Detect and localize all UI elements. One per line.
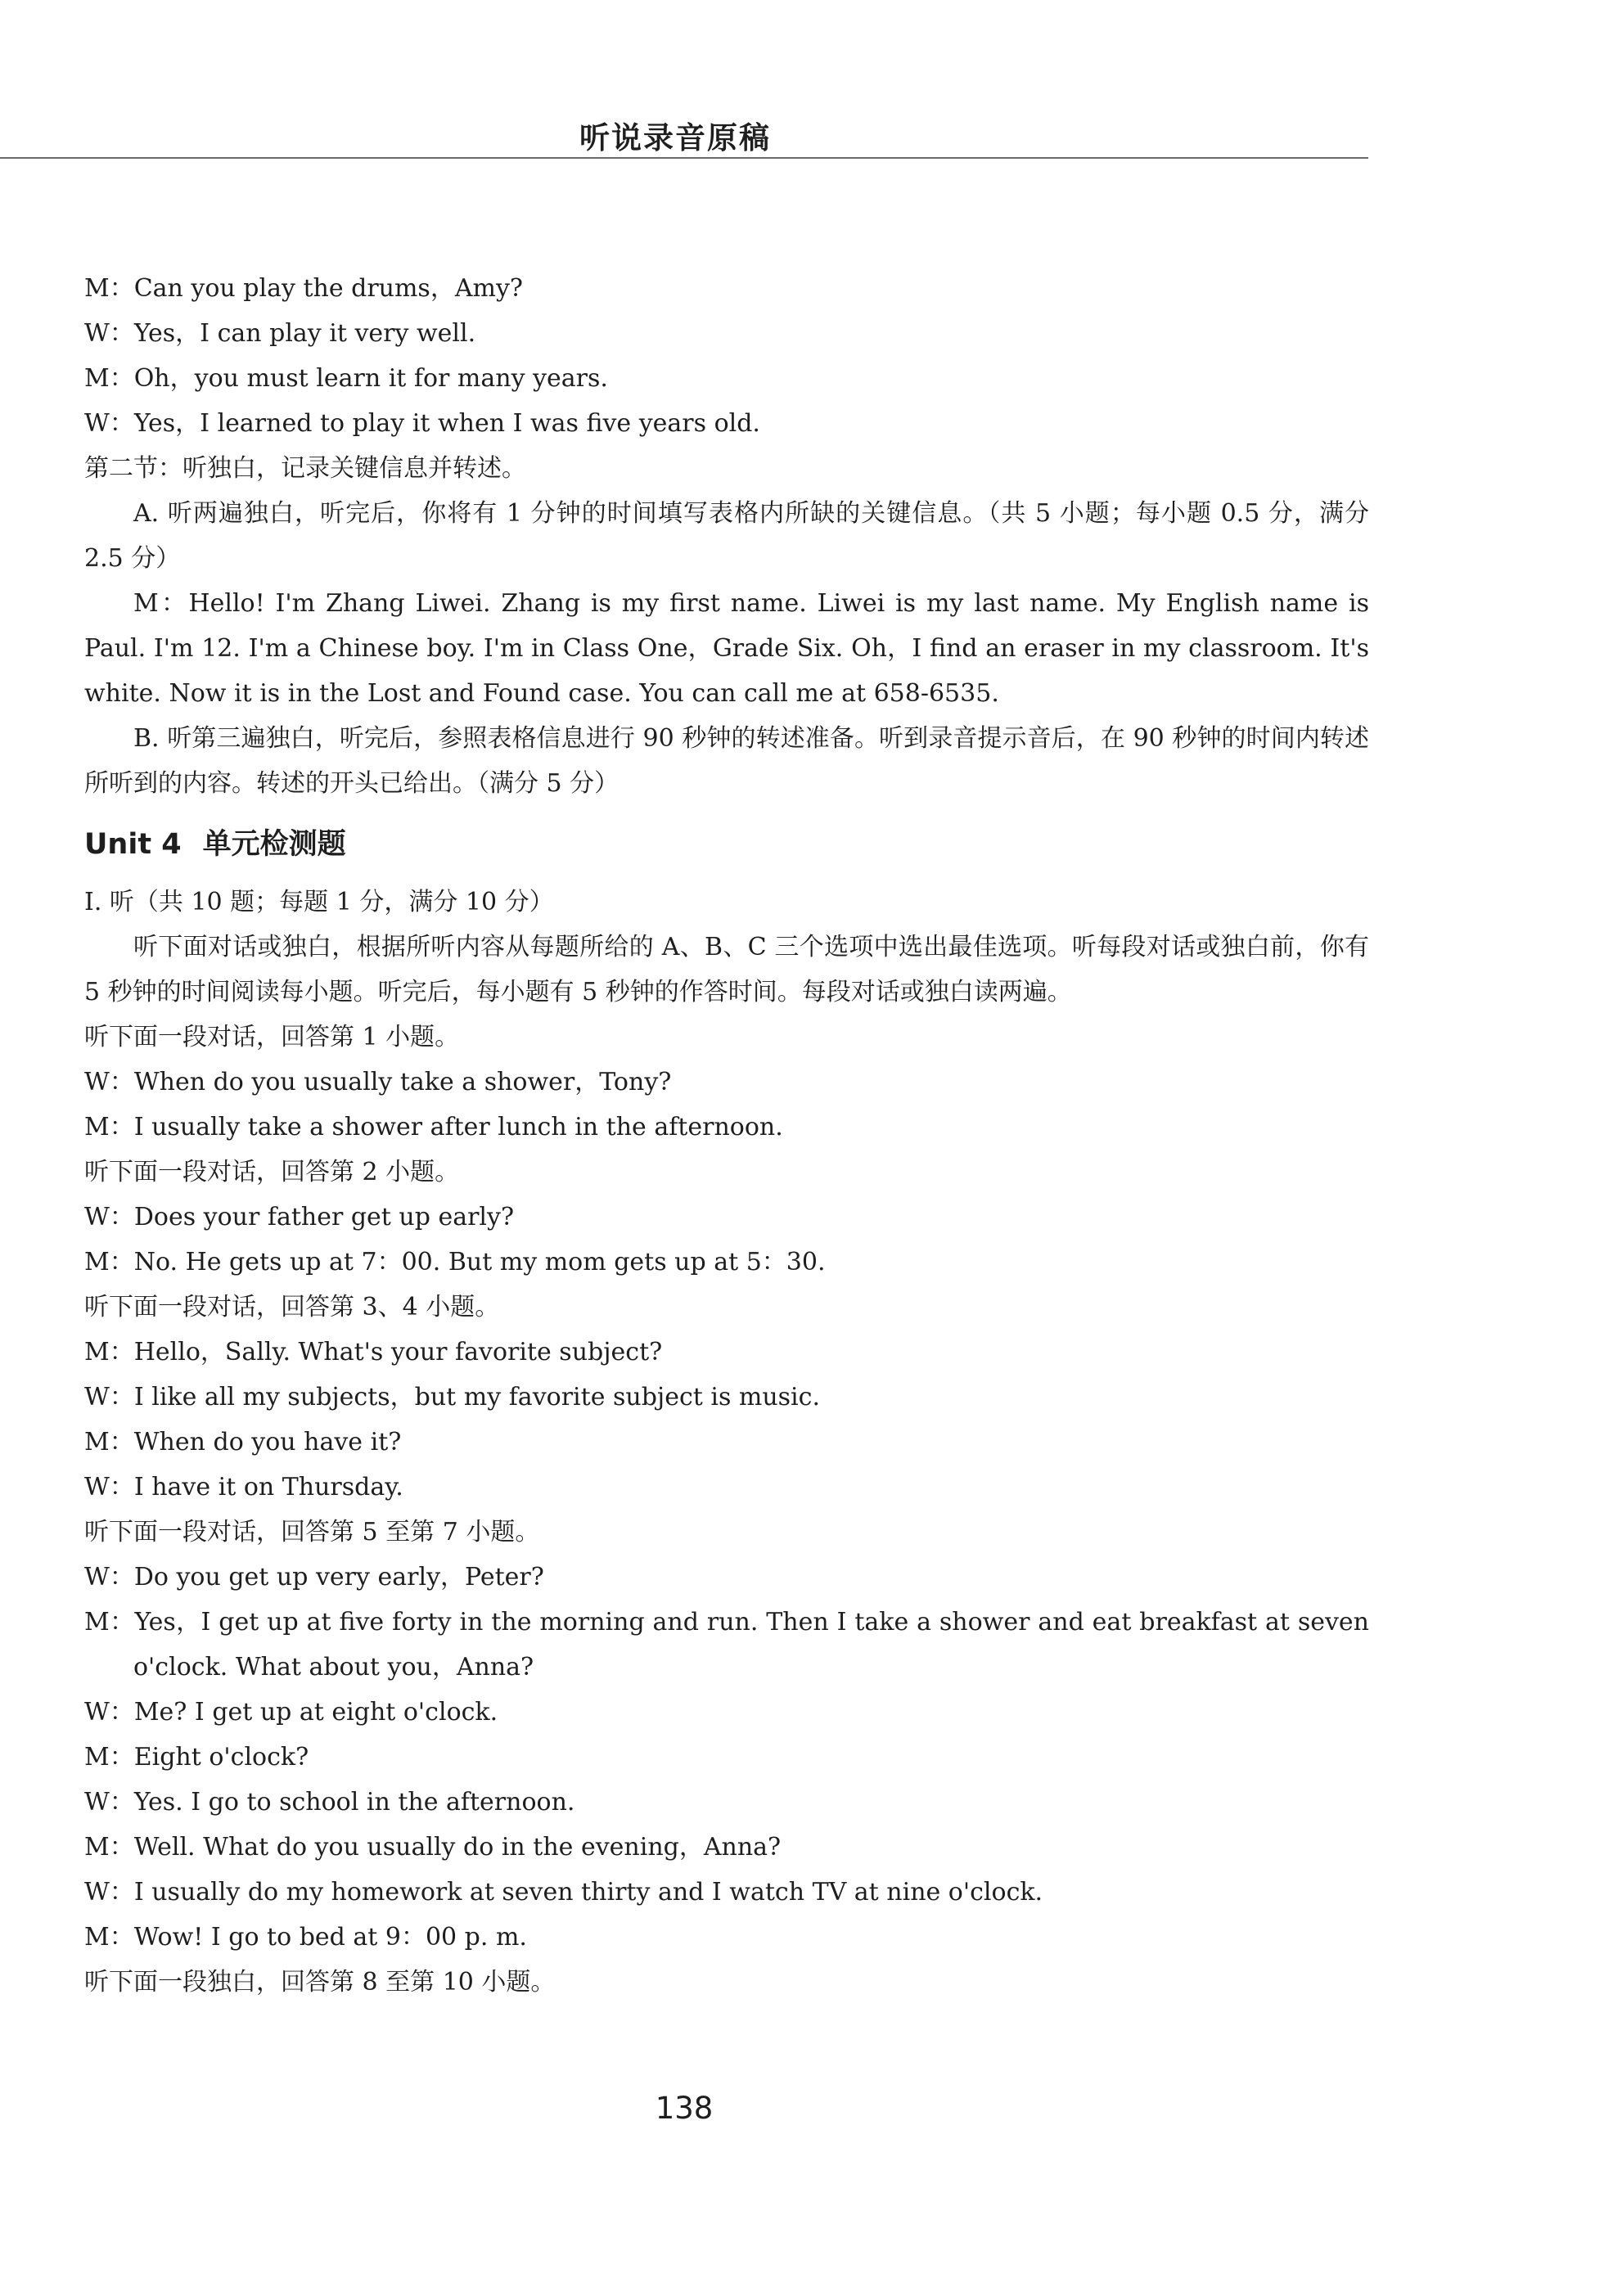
dialogue-line-long: M：Yes，I get up at five forty in the morning and run. Then I take a shower and eat breakfast at seven o'clock. What about you，Anna? <box>84 1608 1369 1681</box>
listening-instructions: 听下面对话或独白，根据所听内容从每题所给的 A、B、C 三个选项中选出最佳选项。听每段对话或独白前，你有 5 秒钟的时间阅读每小题。听完后，每小题有 5 秒钟的作答时间。每段对话或独白读两遍。 <box>84 933 1369 1006</box>
dialogue-line: M：No. He gets up at 7：00. But my mom gets up at 5：30. <box>84 1248 826 1276</box>
dialogue-line: W：When do you usually take a shower，Tony? <box>84 1068 672 1096</box>
unit-title: 单元检测题 <box>202 828 346 861</box>
dialogue-line: W：Does your father get up early? <box>84 1203 515 1231</box>
unit-heading <box>84 822 1369 867</box>
dialogue-line: M：Can you play the drums，Amy? <box>84 274 523 303</box>
dialogue-line: M：Wow! I go to bed at 9：00 p. m. <box>84 1923 527 1952</box>
question-prompt: 听下面一段对话，回答第 5 至第 7 小题。 <box>84 1518 540 1546</box>
unit-label: Unit 4 <box>84 828 182 861</box>
question-prompt: 听下面一段对话，回答第 1 小题。 <box>84 1023 460 1051</box>
dialogue-line: W：I have it on Thursday. <box>84 1473 403 1501</box>
question-prompt: 听下面一段对话，回答第 3、4 小题。 <box>84 1293 500 1321</box>
monologue-text: M：Hello! I'm Zhang Liwei. Zhang is my first name. Liwei is my last name. My English name is Paul. I'm 12. I'm a Chinese boy. I'm in Class One，Grade Six. Oh，I find an eraser in my classroom. It's white. Now it is in the Lost and Found case. You can call me at 658-6535. <box>84 589 1369 708</box>
dialogue-line: W：I like all my subjects，but my favorite subject is music. <box>84 1383 820 1411</box>
part-b-instruction: B. 听第三遍独白，听完后，参照表格信息进行 90 秒钟的转述准备。听到录音提示音后，在 90 秒钟的时间内转述所听到的内容。转述的开头已给出。（满分 5 分） <box>84 724 1369 798</box>
dialogue-line: M：Eight o'clock? <box>84 1743 309 1772</box>
dialogue-line: W：Yes，I learned to play it when I was five years old. <box>84 409 760 438</box>
header-divider <box>0 157 1368 159</box>
dialogue-line: M：I usually take a shower after lunch in the afternoon. <box>84 1113 783 1141</box>
dialogue-line: W：Yes. I go to school in the afternoon. <box>84 1788 575 1817</box>
section2-title: 第二节：听独白，记录关键信息并转述。 <box>84 454 526 483</box>
dialogue-line: M：Well. What do you usually do in the evening，Anna? <box>84 1833 782 1862</box>
dialogue-line: W：Yes，I can play it very well. <box>84 319 476 348</box>
page-number: 138 <box>655 2091 714 2126</box>
part1-title: Ⅰ. 听（共 10 题；每题 1 分，满分 10 分） <box>84 888 554 916</box>
dialogue-line: M：Oh，you must learn it for many years. <box>84 364 608 393</box>
dialogue-line: M：When do you have it? <box>84 1428 402 1456</box>
dialogue-line: W：Do you get up very early，Peter? <box>84 1563 544 1591</box>
dialogue-line: W：I usually do my homework at seven thirty and I watch TV at nine o'clock. <box>84 1878 1043 1907</box>
question-prompt: 听下面一段对话，回答第 2 小题。 <box>84 1158 460 1186</box>
page-header-title: 听说录音原稿 <box>579 120 771 155</box>
dialogue-line: W：Me? I get up at eight o'clock. <box>84 1698 498 1727</box>
dialogue-line: M：Hello，Sally. What's your favorite subject? <box>84 1338 663 1366</box>
part-a-instruction: A. 听两遍独白，听完后，你将有 1 分钟的时间填写表格内所缺的关键信息。（共 5 小题；每小题 0.5 分，满分 2.5 分） <box>84 499 1369 573</box>
page-content <box>84 266 1369 2005</box>
question-prompt: 听下面一段独白，回答第 8 至第 10 小题。 <box>84 1968 556 1997</box>
